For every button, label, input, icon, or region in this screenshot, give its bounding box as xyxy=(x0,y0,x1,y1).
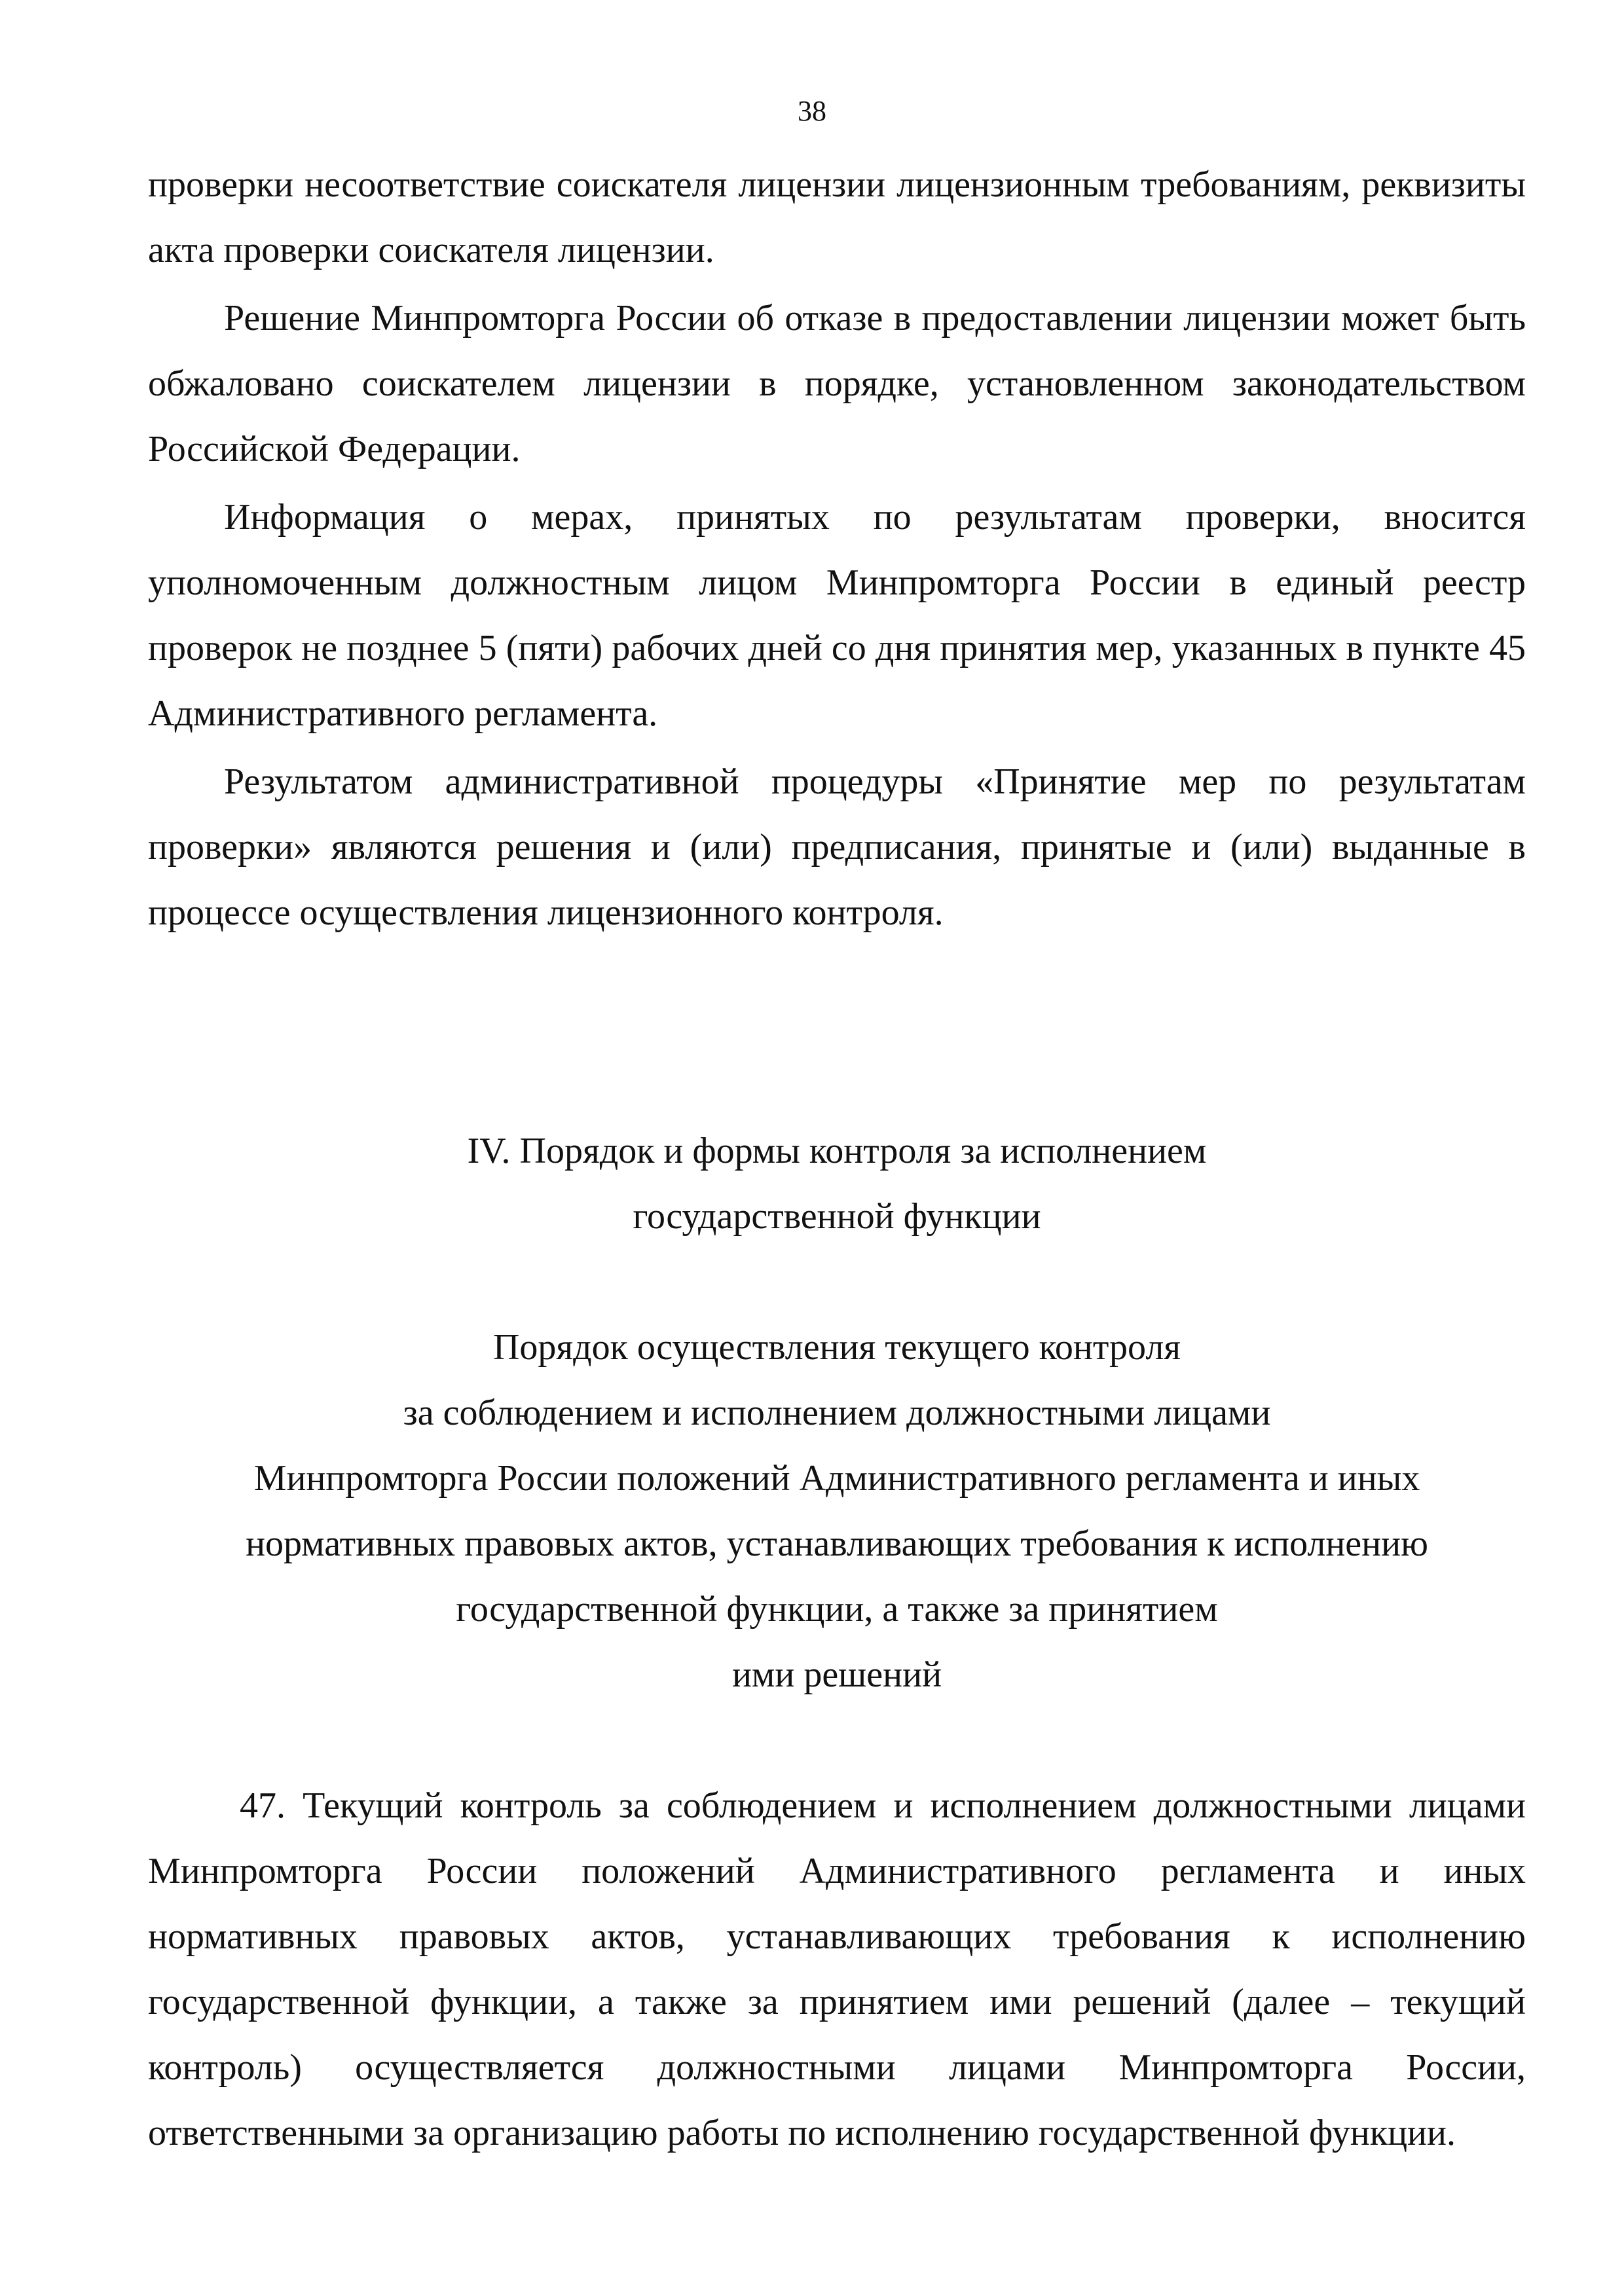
section-heading xyxy=(148,1118,1526,1249)
paragraph-47: 47. Текущий контроль за соблюдением и исполнением должностными лицами Минпромторга России положений Административного регламента и иных нормативных правовых актов, устанавливающих требования к исполнению государственной функции, а также за принятием ими решений (далее – текущий контроль) осуществляется должностными лицами Минпромторга России, ответственными за организацию работы по исполнению государственной функции. xyxy=(148,1785,1526,2153)
paragraph-registry: Информация о мерах, принятых по результатам проверки, вносится уполномоченным должностным лицом Минпромторга России в единый реестр проверок не позднее 5 (пяти) рабочих дней со дня принятия мер, указанных в пункте 45 Административного регламента. xyxy=(148,497,1526,734)
subsection-heading-line-1: Порядок осуществления текущего контроля xyxy=(492,1327,1181,1368)
subsection-heading-line-4: нормативных правовых актов, устанавливающих требования к исполнению xyxy=(246,1523,1428,1564)
subsection-heading-line-5: государственной функции, а также за принятием xyxy=(456,1589,1218,1630)
paragraph-appeal: Решение Минпромторга России об отказе в предоставлении лицензии может быть обжаловано соискателем лицензии в порядке, установленном законодательством Российской Федерации. xyxy=(148,298,1526,469)
paragraph-result: Результатом административной процедуры «Принятие мер по результатам проверки» являются решения и (или) предписания, принятые и (или) выданные в процессе осуществления лицензионного контроля. xyxy=(148,761,1526,933)
subsection-heading-line-6: ими решений xyxy=(731,1654,942,1695)
paragraph-continuation: проверки несоответствие соискателя лицензии лицензионным требованиям, реквизиты акта проверки соискателя лицензии. xyxy=(148,164,1526,270)
subsection-heading-line-2: за соблюдением и исполнением должностными лицами xyxy=(403,1393,1271,1433)
subsection-heading xyxy=(148,1315,1526,1707)
section-heading-line-2: государственной функции xyxy=(633,1196,1041,1237)
subsection-heading-line-3: Минпромторга России положений Административного регламента и иных xyxy=(253,1458,1420,1499)
section-heading-line-1: IV. Порядок и формы контроля за исполнением xyxy=(467,1131,1207,1171)
document-body xyxy=(148,152,1526,2166)
page-number: 38 xyxy=(798,95,826,127)
